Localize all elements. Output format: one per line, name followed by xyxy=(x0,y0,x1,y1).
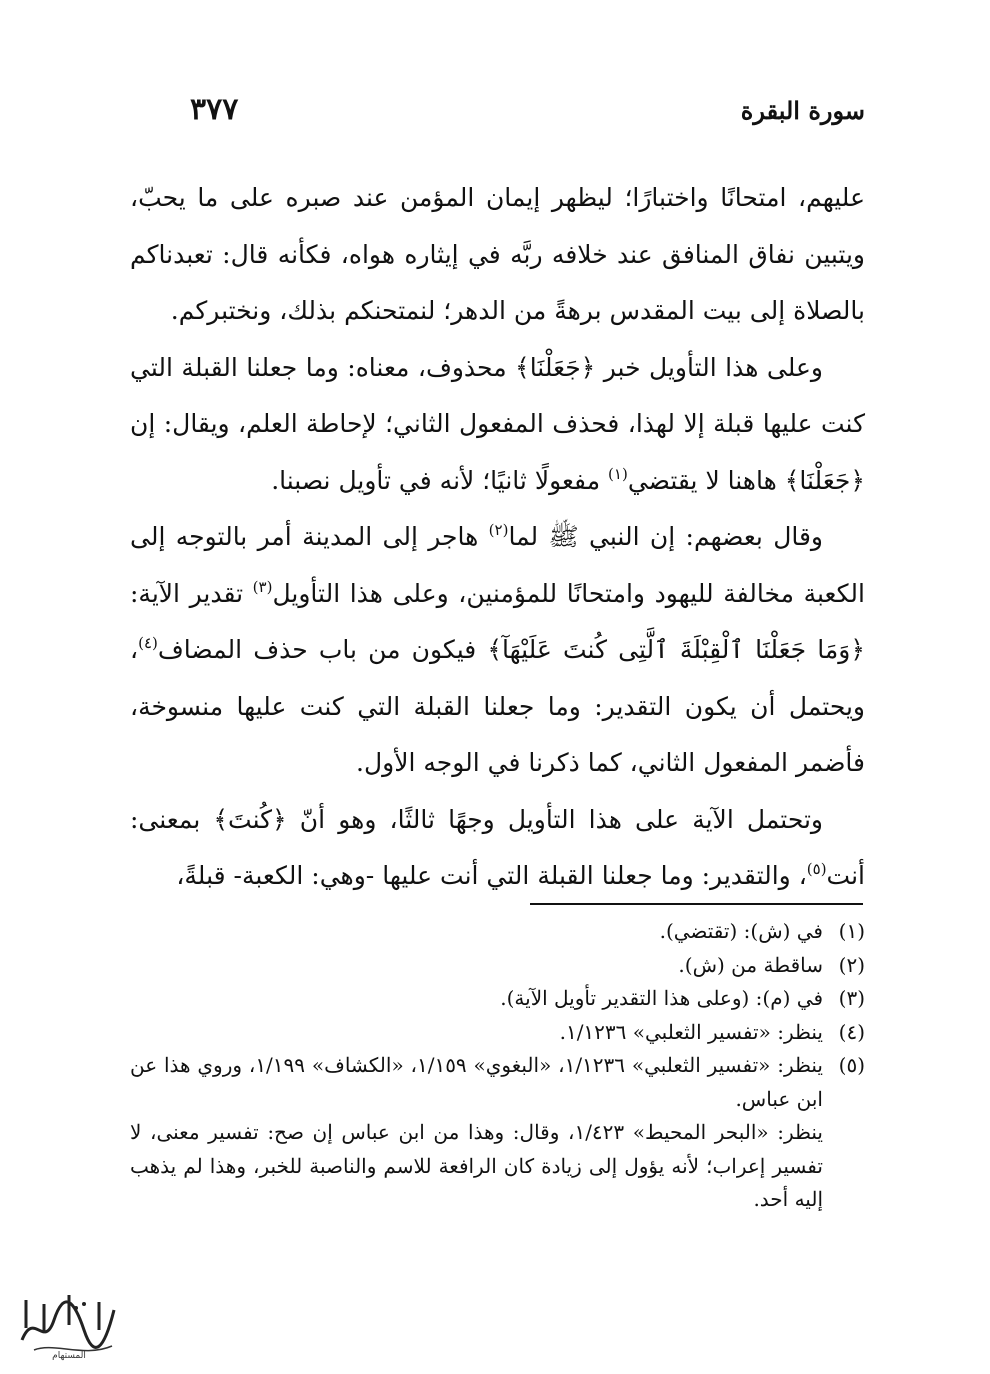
footnote-number: (٥) xyxy=(838,1053,865,1077)
paragraph-1 xyxy=(130,170,865,340)
footnote-ref-4[interactable]: (٤) xyxy=(138,634,158,652)
footnote-text: في (ش): (تقتضي). xyxy=(659,919,823,943)
footnote-text: ينظر: «تفسير الثعلبي» ١/١٢٣٦، «البغوي» ١/١٥٩، «الكشاف» ١/١٩٩، وروي هذا عن ابن عباس. xyxy=(130,1053,823,1111)
footnote-ref-2[interactable]: (٢) xyxy=(488,521,509,539)
paragraph-4 xyxy=(130,792,865,905)
footnote-5-continuation-row xyxy=(130,1116,865,1217)
paragraph-2-text-a: وعلى هذا التأويل خبر ﴿جَعَلْنَا﴾ محذوف، معناه: وما جعلنا القبلة التي كنت عليها قبلة إلا لهذا، فحذف المفعول الثاني؛ لإحاطة العلم، ويقال: إن ﴿جَعَلْنَا﴾ هاهنا لا يقتضي xyxy=(130,352,865,495)
footnote-number: (٤) xyxy=(838,1019,865,1044)
paragraph-1-text: عليهم، امتحانًا واختبارًا؛ ليظهر إيمان المؤمن عند صبره على ما يحبّ، ويتبين نفاق المنافق عند خلافه ربَّه في إيثاره هواه، فكأنه قال: تعبدناكم بالصلاة إلى بيت المقدس برهةً من الدهر؛ لنمتحنكم بذلك، ونختبركم. xyxy=(130,183,865,325)
logo-text: المستهام xyxy=(52,1351,86,1361)
logo-svg xyxy=(14,1280,124,1362)
page-header xyxy=(190,92,865,136)
footnote-ref-5[interactable]: (٥) xyxy=(806,860,827,878)
calligraphy-logo-icon xyxy=(14,1280,124,1362)
footnote-number-blank xyxy=(823,1116,865,1217)
footnote-ref-1[interactable]: (١) xyxy=(608,464,628,483)
paragraph-3-text-c: تقدير الآية: ﴿وَمَا جَعَلْنَا ٱلْقِبْلَةَ ٱلَّتِى كُنتَ عَلَيْهَآ﴾ فيكون من باب حذف المضاف xyxy=(130,578,865,664)
footnote-3 xyxy=(130,982,865,1016)
footnote-number: (٢) xyxy=(838,952,865,977)
paragraph-3-text-d: ، ويحتمل أن يكون التقدير: وما جعلنا القبلة التي كنت عليها منسوخة، فأضمر المفعول الثاني، كما ذكرنا في الوجه الأول. xyxy=(130,635,865,777)
footnote-number: (١) xyxy=(838,919,865,943)
paragraph-4-text-a: وتحتمل الآية على هذا التأويل وجهًا ثالثًا، وهو أنّ ﴿كُنتَ﴾ بمعنى: أنت xyxy=(130,804,865,890)
paragraph-4-text-b: ، والتقدير: وما جعلنا القبلة التي أنت عليها -وهي: الكعبة- قبلةً، xyxy=(176,861,807,890)
footnote-text: ساقطة من (ش). xyxy=(678,952,823,977)
footnote-text: في (م): (وعلى هذا التقدير تأويل الآية). xyxy=(500,986,823,1010)
paragraph-2 xyxy=(130,340,865,510)
main-text xyxy=(130,170,865,905)
footnote-text: ينظر: «تفسير الثعلبي» ١/١٢٣٦. xyxy=(559,1019,823,1044)
footnote-2 xyxy=(130,949,865,983)
footnote-4 xyxy=(130,1016,865,1050)
footnote-ref-3[interactable]: (٣) xyxy=(252,577,273,596)
footnote-5-continuation: ينظر: «البحر المحيط» ١/٤٢٣، وقال: وهذا من ابن عباس إن صح: تفسير معنى، لا تفسير إعراب؛ لأنه يؤول إلى زيادة كان الرافعة للاسم والناصبة للخبر، وهذا لم يذهب إليه أحد. xyxy=(130,1120,823,1211)
paragraph-3-text-b: هاجر إلى المدينة أمر بالتوجه إلى الكعبة مخالفة لليهود وامتحانًا للمؤمنين، وعلى هذا التأويل xyxy=(130,522,865,608)
footnote-separator xyxy=(530,903,863,905)
paragraph-3 xyxy=(130,509,865,792)
footnote-1 xyxy=(130,915,865,949)
surah-title: سورة البقرة xyxy=(740,96,865,125)
paragraph-3-text-a: وقال بعضهم: إن النبي ﷺ لما xyxy=(508,522,823,551)
page-number: ٣٧٧ xyxy=(190,92,239,127)
footnotes xyxy=(130,915,865,1217)
footnote-5 xyxy=(130,1049,865,1116)
paragraph-2-text-b: مفعولًا ثانيًا؛ لأنه في تأويل نصبنا. xyxy=(271,465,609,495)
footnote-number: (٣) xyxy=(838,986,865,1010)
